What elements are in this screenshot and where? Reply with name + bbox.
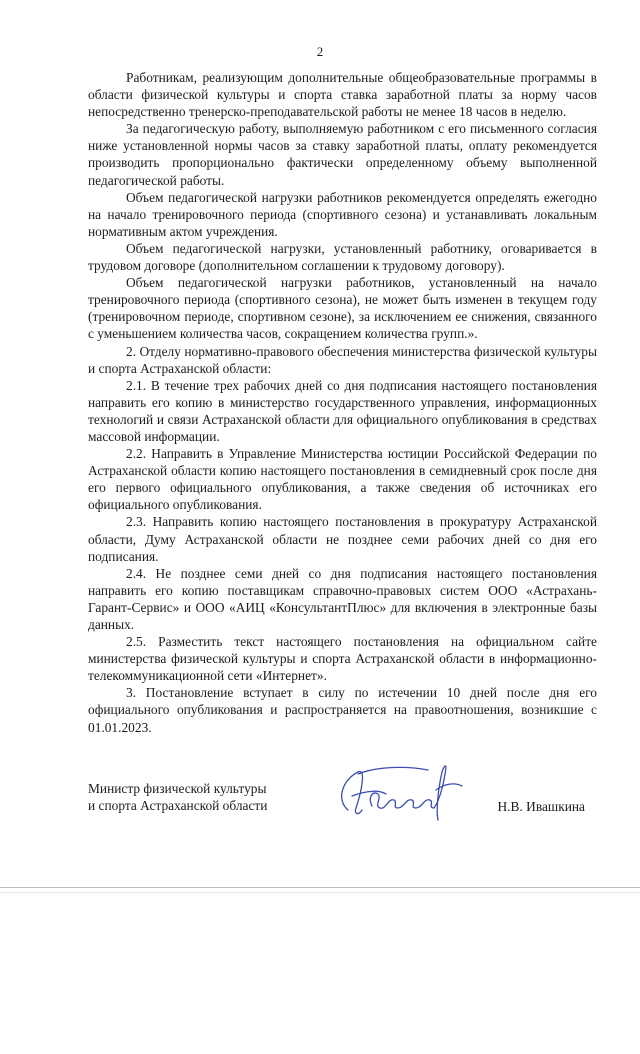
paragraph-item-2-5: 2.5. Разместить текст настоящего постановления на официальном сайте министерства физической культуры и спорта Астраханской области в информационно-телекоммуникационной сети «Интернет». <box>88 634 597 684</box>
page-number: 2 <box>316 44 324 59</box>
handwritten-signature-icon <box>328 760 468 822</box>
signatory-position-line-2: и спорта Астраханской области <box>88 798 268 814</box>
signatory-name: Н.В. Ивашкина <box>497 799 585 814</box>
signatory-position <box>88 780 267 814</box>
paragraph-item-2-2: 2.2. Направить в Управление Министерства юстиции Российской Федерации по Астраханской области копию настоящего постановления в семидневный срок после дня его первого официального опубликования, а также сведения об источниках его официального опубликования. <box>88 446 597 513</box>
paragraph-item-2-3: 2.3. Направить копию настоящего постановления в прокуратуру Астраханской области, Думу Астраханской области не позднее семи рабочих дней со дня его подписания. <box>88 514 597 564</box>
document-body <box>88 69 597 736</box>
page-bottom-edge-shadow <box>0 892 640 893</box>
signatory-position-line-1: Министр физической культуры <box>88 781 267 796</box>
paragraph-workload-annual: Объем педагогической нагрузки работников рекомендуется определять ежегодно на начало тренировочного периода (спортивного сезона) и устанавливать локальным нормативным актом учреждения. <box>88 189 597 239</box>
paragraph-item-2-4: 2.4. Не позднее семи дней со дня подписания настоящего постановления направить его копию поставщикам справочно-правовых систем ООО «Астрахань-Гарант-Сервис» и ООО «АИЦ «КонсультантПлюс» для включения в электронные базы данных. <box>88 565 597 632</box>
signature-block <box>88 760 597 830</box>
paragraph-workload-contract: Объем педагогической нагрузки, установленный работнику, оговаривается в трудовом договоре (дополнительном соглашении к трудовому договору). <box>88 240 597 274</box>
paragraph-item-2: 2. Отделу нормативно-правового обеспечения министерства физической культуры и спорта Астраханской области: <box>88 343 597 376</box>
paragraph-rate-18-hours: Работникам, реализующим дополнительные общеобразовательные программы в области физической культуры и спорта ставка заработной платы за норму часов непосредственно тренерско-преподавательской работы не менее 18 часов в неделю. <box>88 70 597 120</box>
page-bottom-edge <box>0 887 640 888</box>
paragraph-workload-unchanged: Объем педагогической нагрузки работников, установленный на начало тренировочного периода (спортивного сезона), не может быть изменен в текущем году (тренировочном периоде, спортивном сезоне), за исключением ее снижения, связанного с уменьшением количества часов, сокращением количества групп.». <box>88 275 597 342</box>
paragraph-item-3: 3. Постановление вступает в силу по истечении 10 дней после дня его официального опубликования и распространяется на правоотношения, возникшие с 01.01.2023. <box>88 685 597 735</box>
paragraph-below-norm-pay: За педагогическую работу, выполняемую работником с его письменного согласия ниже установленной нормы часов за ставку заработной платы, оплату рекомендуется производить пропорционально фактически определенному объему выполненной педагогической работы. <box>88 121 597 188</box>
paragraph-item-2-1: 2.1. В течение трех рабочих дней со дня подписания настоящего постановления направить его копию в министерство государственного управления, информационных технологий и связи Астраханской области для официального опубликования в средствах массовой информации. <box>88 377 597 444</box>
